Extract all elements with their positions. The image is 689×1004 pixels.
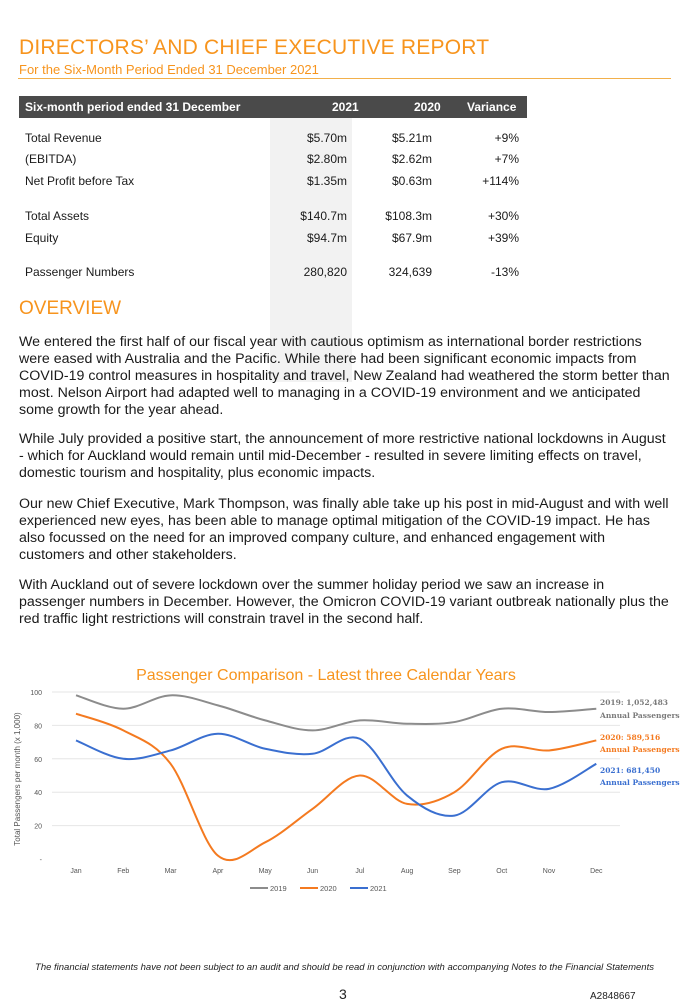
y-tick-label: 60 [34,756,42,764]
table-row-label: Total Assets [25,209,90,223]
table-header [19,96,527,118]
series-annotation-2019: Annual Passengers [600,711,680,720]
x-tick-label: May [258,868,272,875]
table-cell-variance: +7% [494,152,519,166]
x-tick-label: Jun [306,868,319,875]
chart-series [76,695,596,860]
chart-annotations [599,698,680,787]
overview-paragraph: Our new Chief Executive, Mark Thompson, was finally able take up his post in mid-August and with well experienced new eyes, has been able to manage optimal mitigation of the COVID-19 impact. He has also focussed on the need for an improved company culture, and enhanced engagement with customers and other stakeholders. [19,496,669,563]
x-tick-label: Mar [164,868,177,875]
x-tick-label: Apr [212,868,224,875]
header-period: Six-month period ended 31 December [25,100,241,114]
report-title: DIRECTORS’ AND CHIEF EXECUTIVE REPORT [19,36,490,59]
y-tick-label: - [39,857,42,864]
series-annotation-2021: Annual Passengers [600,778,680,787]
table-cell-2021: $94.7m [306,231,347,245]
overview-heading: OVERVIEW [19,298,122,319]
table-cell-2021: $2.80m [306,152,347,166]
passenger-comparison-chart [0,655,689,900]
x-tick-label: Dec [590,868,603,875]
x-tick-label: Jul [355,868,365,875]
table-cell-variance: -13% [490,265,519,279]
overview-paragraph: We entered the first half of our fiscal year with cautious optimism as international border restrictions were eased with Australia and the Pacific. While there had been significant economic impacts from COVID-19 control measures in hospitality and travel, New Zealand had weathered the storm better than most. Nelson Airport had adapted well to managing in a COVID-19 environment and we anticipated some growth for the year ahead. [19,334,670,418]
chart-x-ticks [70,868,603,875]
x-tick-label: Aug [400,868,414,875]
chart-y-ticks [30,690,42,864]
table-cell-variance: +39% [487,231,519,245]
chart-title: Passenger Comparison - Latest three Calendar Years [136,667,516,684]
x-tick-label: Sep [448,868,461,875]
y-tick-label: 80 [34,723,42,731]
y-tick-label: 20 [34,823,42,831]
table-cell-variance: +9% [494,131,519,145]
y-tick-label: 40 [34,790,42,798]
table-cell-2021: $1.35m [306,174,347,188]
overview-paragraph: With Auckland out of severe lockdown over the summer holiday period we saw an increase in passenger numbers in December. However, the Omicron COVID-19 variant outbreak nationally plus the red traffic light restrictions will constrain travel in the second half. [19,577,669,627]
chart-y-axis-label: Total Passengers per month (x 1,000) [13,712,22,846]
table-row-label: Equity [25,231,59,245]
table-row-label: (EBITDA) [25,152,77,166]
x-tick-label: Oct [496,868,508,875]
y-tick-label: 100 [30,690,42,697]
table-cell-2020: 324,639 [388,265,432,279]
page-number: 3 [339,986,347,1002]
table-cell-variance: +114% [482,174,519,188]
table-cell-2020: $5.21m [391,131,432,145]
series-annotation-2021: 2021: 681,450 [600,766,661,775]
header-2021: 2021 [332,100,359,114]
table-cell-2021: $140.7m [300,209,347,223]
footer-note: The financial statements have not been subject to an audit and should be read in conjunction with accompanying Notes to the Financial Statements [35,962,654,973]
table-row-label: Total Revenue [25,131,102,145]
x-tick-label: Jan [70,868,82,875]
series-annotation-2020: 2020: 589,516 [600,733,661,742]
document-id: A2848667 [590,991,636,1002]
series-line-2020 [76,714,596,860]
table-cell-2020: $108.3m [385,209,432,223]
legend-label-2021: 2021 [370,884,387,893]
table-cell-2021: $5.70m [306,131,347,145]
x-tick-label: Nov [542,868,556,875]
header-variance: Variance [467,100,517,114]
table-cell-2020: $67.9m [391,231,432,245]
series-annotation-2020: Annual Passengers [600,745,680,754]
table-row-label: Net Profit before Tax [25,174,135,188]
overview-paragraph: While July provided a positive start, the announcement of more restrictive national lockdowns in August - which for Auckland would remain until mid-December - resulted in severe limiting effects on travel, domestic tourism and hospitality, plus economic impacts. [19,431,666,481]
report-subtitle: For the Six-Month Period Ended 31 December 2021 [19,62,319,77]
table-cell-2021: 280,820 [303,265,347,279]
header-2020: 2020 [414,100,441,114]
legend-label-2019: 2019 [270,884,287,893]
chart-legend [250,884,387,893]
table-row-label: Passenger Numbers [25,265,135,279]
table-cell-variance: +30% [487,209,519,223]
table-cell-2020: $0.63m [391,174,432,188]
series-annotation-2019: 2019: 1,052,483 [600,698,669,707]
legend-label-2020: 2020 [320,884,337,893]
x-tick-label: Feb [117,868,130,875]
title-divider [18,78,671,79]
table-cell-2020: $2.62m [391,152,432,166]
